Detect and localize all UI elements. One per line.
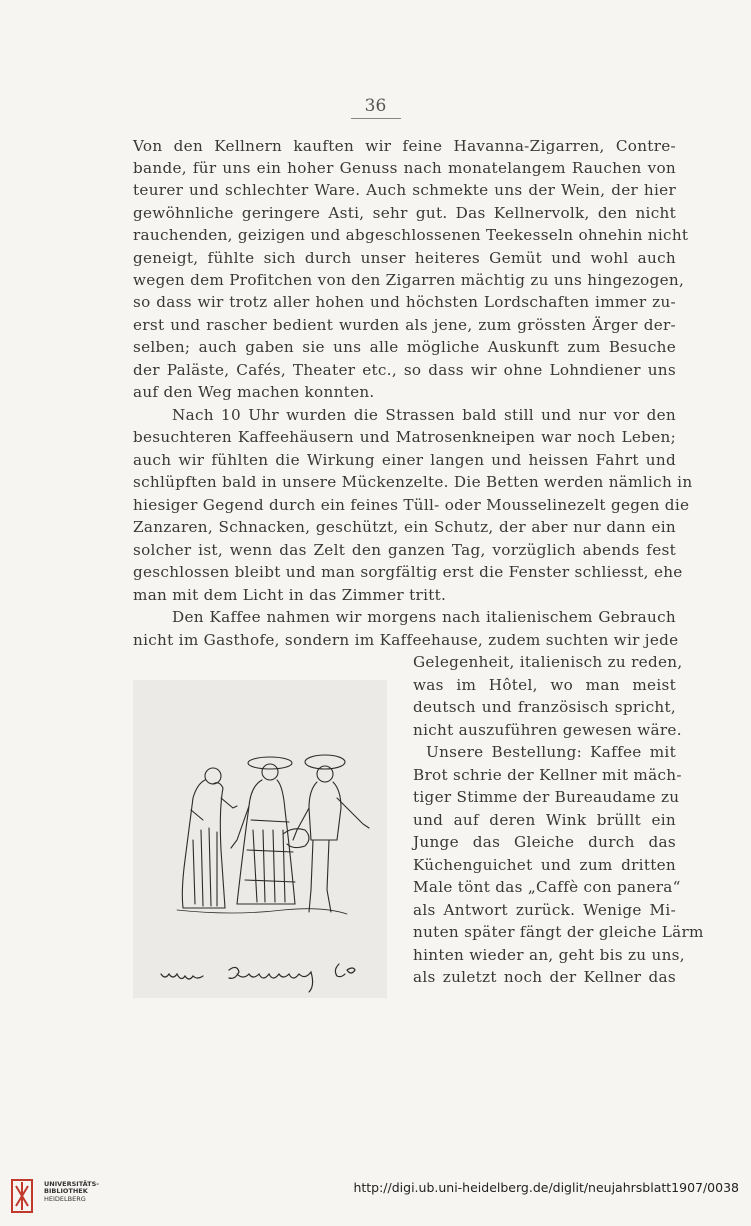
- sketch-illustration-icon: [133, 680, 387, 998]
- text-line: Male tönt das „Caffè con panera“: [413, 878, 681, 896]
- text-line: Nach 10 Uhr wurden die Strassen bald still und nur vor den: [172, 406, 676, 424]
- source-url-link[interactable]: http://digi.ub.uni-heidelberg.de/diglit/neujahrsblatt1907/0038: [353, 1180, 739, 1195]
- text-line: wegen dem Profitchen von den Zigarren mächtig zu uns hingezogen,: [133, 271, 685, 289]
- library-name-line: HEIDELBERG: [44, 1194, 86, 1203]
- text-line: hinten wieder an, geht bis zu uns,: [413, 946, 685, 964]
- sketch-illustration: [133, 680, 387, 998]
- text-line: und auf deren Wink brüllt ein: [413, 811, 676, 829]
- text-line: auch wir fühlten die Wirkung einer langen und heissen Fahrt und: [133, 451, 676, 469]
- text-line: der Paläste, Cafés, Theater etc., so dass wir ohne Lohndiener uns: [133, 361, 676, 379]
- text-line: Unsere Bestellung: Kaffee mit: [426, 743, 676, 761]
- text-line: Den Kaffee nahmen wir morgens nach italienischem Gebrauch: [172, 608, 676, 626]
- text-line: schlüpften bald in unsere Mückenzelte. Die Betten werden nämlich in: [133, 473, 693, 491]
- text-line: rauchenden, geizigen und abgeschlossenen Teekesseln ohnehin nicht: [133, 226, 689, 244]
- text-line: erst und rascher bedient wurden als jene, zum grössten Ärger der-: [133, 316, 676, 334]
- text-line: geneigt, fühlte sich durch unser heiteres Gemüt und wohl auch: [133, 249, 676, 267]
- text-line: man mit dem Licht in das Zimmer tritt.: [133, 586, 447, 604]
- text-line: nicht auszuführen gewesen wäre.: [413, 721, 682, 739]
- text-line: Zanzaren, Schnacken, geschützt, ein Schutz, der aber nur dann ein: [133, 518, 676, 536]
- library-name: [44, 1181, 99, 1203]
- text-line: so dass wir trotz aller hohen und höchsten Lordschaften immer zu-: [133, 293, 676, 311]
- text-line: nicht im Gasthofe, sondern im Kaffeehause, zudem suchten wir jede: [133, 631, 679, 649]
- text-line: Gelegenheit, italienisch zu reden,: [413, 653, 683, 671]
- library-name-line: UNIVERSITÄTS-: [44, 1180, 99, 1188]
- text-line: Junge das Gleiche durch das: [413, 833, 676, 851]
- text-line: gewöhnliche geringere Asti, sehr gut. Das Kellnervolk, den nicht: [133, 204, 676, 222]
- text-line: nuten später fängt der gleiche Lärm: [413, 923, 704, 941]
- text-line: auf den Weg machen konnten.: [133, 383, 375, 401]
- text-line: selben; auch gaben sie uns alle mögliche Auskunft zum Besuche: [133, 338, 676, 356]
- text-line: hiesiger Gegend durch ein feines Tüll- oder Mousselinezelt gegen die: [133, 496, 690, 514]
- text-line: Küchenguichet und zum dritten: [413, 856, 676, 874]
- library-name-line: BIBLIOTHEK: [44, 1187, 88, 1196]
- text-line: teurer und schlechter Ware. Auch schmekte uns der Wein, der hier: [133, 181, 676, 199]
- text-line: bande, für uns ein hoher Genuss nach monatelangem Rauchen von: [133, 159, 676, 177]
- text-line: tiger Stimme der Bureaudame zu: [413, 788, 680, 806]
- page-number: 36: [0, 96, 751, 119]
- text-line: was im Hôtel, wo man meist: [413, 676, 676, 694]
- text-line: geschlossen bleibt und man sorgfältig erst die Fenster schliesst, ehe: [133, 563, 683, 581]
- text-line: Von den Kellnern kauften wir feine Havanna-Zigarren, Contre-: [133, 137, 676, 155]
- text-line: als zuletzt noch der Kellner das: [413, 968, 676, 986]
- university-library-logo-icon: [10, 1176, 44, 1216]
- text-line: besuchteren Kaffeehäusern und Matrosenkneipen war noch Leben;: [133, 428, 676, 446]
- text-line: Brot schrie der Kellner mit mäch-: [413, 766, 682, 784]
- text-line: als Antwort zurück. Wenige Mi-: [413, 901, 676, 919]
- text-line: solcher ist, wenn das Zelt den ganzen Tag, vorzüglich abends fest: [133, 541, 676, 559]
- text-line: deutsch und französisch spricht,: [413, 698, 676, 716]
